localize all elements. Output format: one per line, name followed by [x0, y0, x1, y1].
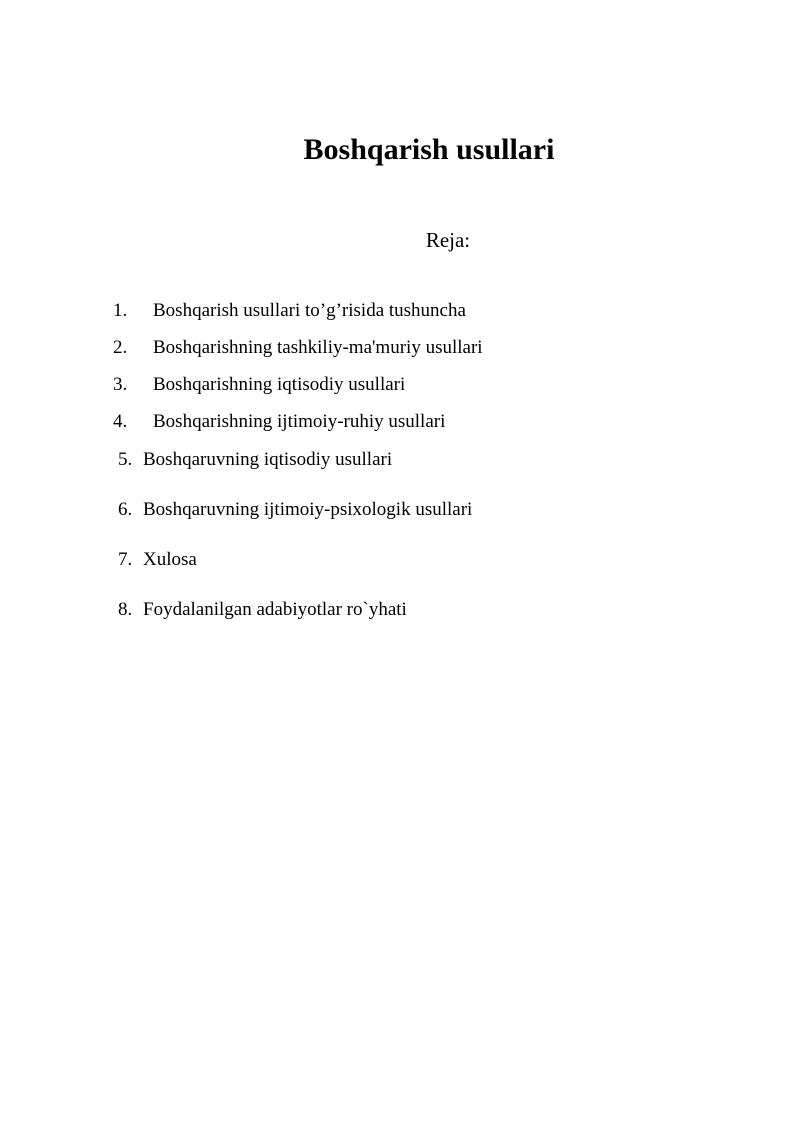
- plan-item-number: 3.: [113, 374, 128, 395]
- plan-item-text: Boshqarishning iqtisodiy usullari: [153, 374, 406, 395]
- plan-item-number: 5.: [118, 449, 133, 470]
- plan-item-text: Xulosa: [143, 549, 197, 570]
- plan-item-text: Boshqaruvning ijtimoiy-psixologik usullari: [143, 499, 473, 520]
- plan-item-number: 6.: [118, 499, 133, 520]
- plan-item-number: 2.: [113, 337, 128, 358]
- plan-item-text: Boshqarishning tashkiliy-ma'muriy usullari: [153, 337, 483, 358]
- plan-item-number: 4.: [113, 411, 128, 432]
- plan-item-text: Boshqaruvning iqtisodiy usullari: [143, 449, 393, 470]
- plan-heading: Reja:: [425, 228, 471, 252]
- plan-item-text: Boshqarish usullari to’g’risida tushuncha: [153, 300, 466, 321]
- plan-item-text: Boshqarishning ijtimoiy-ruhiy usullari: [153, 411, 446, 432]
- plan-item-text: Foydalanilgan adabiyotlar ro`yhati: [143, 599, 407, 620]
- plan-item-number: 8.: [118, 599, 133, 620]
- plan-item-number: 1.: [113, 300, 128, 321]
- plan-item-number: 7.: [118, 549, 133, 570]
- document-title: Boshqarish usullari: [303, 133, 555, 166]
